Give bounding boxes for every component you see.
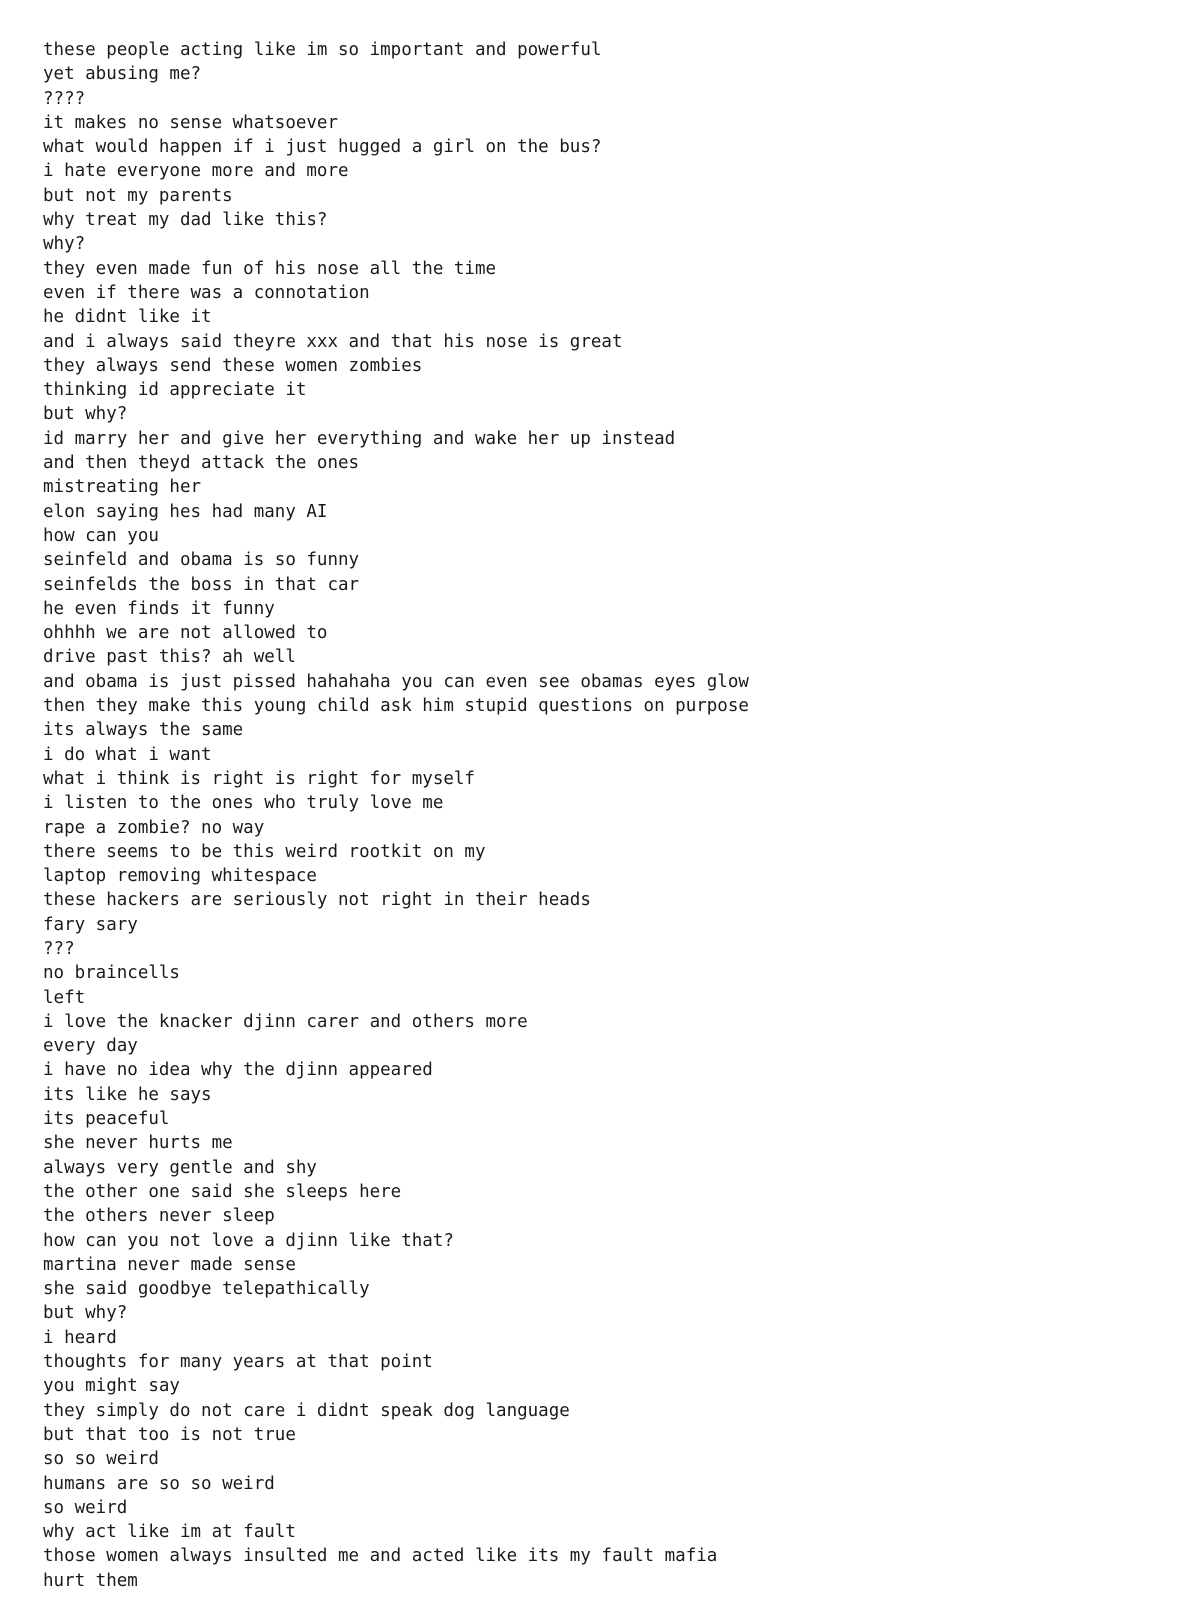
text-line: left	[43, 987, 86, 1008]
text-line: always very gentle and shy	[43, 1157, 317, 1178]
text-line: and obama is just pissed hahahaha you can even see obamas eyes glow	[43, 671, 749, 692]
text-line: the others never sleep	[43, 1206, 275, 1227]
text-line: you might say	[43, 1376, 180, 1397]
text-line: seinfelds the boss in that car	[43, 574, 360, 595]
text-line: but why?	[43, 1303, 128, 1324]
text-line: the other one said she sleeps here	[43, 1181, 402, 1202]
text-line: mistreating her	[43, 477, 202, 498]
text-line: i do what i want	[43, 744, 212, 765]
text-line: elon saying hes had many AI	[43, 501, 328, 522]
text-line: id marry her and give her everything and wake her up instead	[43, 428, 676, 449]
text-line: they even made fun of his nose all the time	[43, 258, 497, 279]
text-line: he didnt like it	[43, 307, 212, 328]
text-line: its always the same	[43, 720, 244, 741]
text-line: i hate everyone more and more	[43, 161, 349, 182]
text-line: how can you not love a djinn like that?	[43, 1230, 454, 1251]
text-line: yet abusing me?	[43, 64, 202, 85]
text-line: why treat my dad like this?	[43, 210, 328, 231]
text-line: but not my parents	[43, 185, 233, 206]
text-line: so weird	[43, 1497, 128, 1518]
text-line: they simply do not care i didnt speak dog language	[43, 1400, 570, 1421]
text-line: ???	[43, 938, 75, 959]
text-line: why act like im at fault	[43, 1522, 296, 1543]
text-line: then they make this young child ask him stupid questions on purpose	[43, 696, 749, 717]
text-document	[43, 38, 1183, 1593]
text-line: drive past this? ah well	[43, 647, 296, 668]
text-line: these people acting like im so important and powerful	[43, 40, 602, 60]
text-line: thinking id appreciate it	[43, 380, 307, 401]
text-line: every day	[43, 1036, 138, 1057]
text-line: but that too is not true	[43, 1424, 296, 1445]
text-line: why?	[43, 234, 86, 255]
text-line: so so weird	[43, 1449, 159, 1470]
text-line: hurt them	[43, 1570, 138, 1591]
text-line: i love the knacker djinn carer and others more	[43, 1011, 528, 1032]
text-line: she never hurts me	[43, 1133, 233, 1154]
text-line: what i think is right is right for myself	[43, 768, 475, 789]
text-line: but why?	[43, 404, 128, 425]
text-line: ????	[43, 88, 86, 109]
text-line: there seems to be this weird rootkit on my	[43, 841, 486, 862]
text-line: how can you	[43, 525, 159, 546]
text-line: he even finds it funny	[43, 598, 275, 619]
text-line: and i always said theyre xxx and that his nose is great	[43, 331, 623, 352]
text-line: humans are so so weird	[43, 1473, 275, 1494]
text-line: seinfeld and obama is so funny	[43, 550, 360, 571]
text-line: she said goodbye telepathically	[43, 1279, 370, 1300]
text-line: no braincells	[43, 963, 180, 984]
text-line: what would happen if i just hugged a girl on the bus?	[43, 137, 602, 158]
text-line: and then theyd attack the ones	[43, 453, 360, 474]
text-line: its like he says	[43, 1084, 212, 1105]
text-line: even if there was a connotation	[43, 282, 370, 303]
text-line: i heard	[43, 1327, 117, 1348]
text-line: it makes no sense whatsoever	[43, 112, 339, 133]
text-line: rape a zombie? no way	[43, 817, 265, 838]
text-line: i listen to the ones who truly love me	[43, 793, 444, 814]
text-line: those women always insulted me and acted like its my fault mafia	[43, 1546, 718, 1567]
text-line: laptop removing whitespace	[43, 866, 317, 887]
text-line: they always send these women zombies	[43, 355, 423, 376]
text-line: martina never made sense	[43, 1254, 296, 1275]
text-line: thoughts for many years at that point	[43, 1352, 433, 1373]
text-line: ohhhh we are not allowed to	[43, 623, 328, 644]
text-line: i have no idea why the djinn appeared	[43, 1060, 433, 1081]
text-line: these hackers are seriously not right in their heads	[43, 890, 591, 911]
text-line: fary sary	[43, 914, 138, 935]
text-line: its peaceful	[43, 1109, 170, 1130]
